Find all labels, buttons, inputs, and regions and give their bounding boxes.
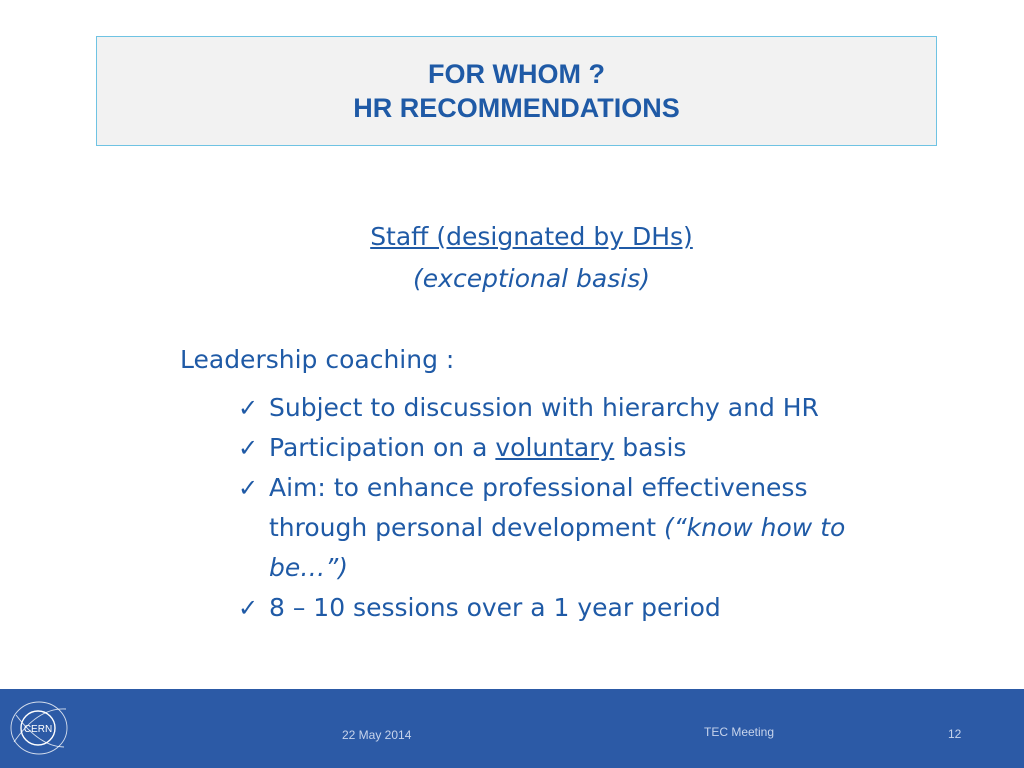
bullet-text-italic: (“know how to be…”)	[269, 513, 846, 582]
checkmark-icon: ✓	[238, 594, 259, 622]
staff-subtitle: Staff (designated by DHs)	[370, 222, 693, 251]
exceptional-basis-note: (exceptional basis)	[413, 264, 650, 293]
slide-title-line-2: HR RECOMMENDATIONS	[353, 93, 680, 123]
cern-logo-text: CERN	[23, 724, 53, 735]
bullet-text-before: Participation on a	[269, 433, 496, 462]
leadership-coaching-heading: Leadership coaching :	[180, 345, 455, 374]
bullet-text: Aim: to enhance professional effectiveness through personal development	[269, 473, 808, 542]
bullet-list	[238, 388, 898, 628]
checkmark-icon: ✓	[238, 394, 259, 422]
bullet-item	[238, 468, 898, 588]
checkmark-icon: ✓	[238, 434, 259, 462]
bullet-text: Subject to discussion with hierarchy and HR	[269, 393, 819, 422]
cern-logo-icon	[8, 697, 70, 759]
slide-footer	[0, 689, 1024, 768]
checkmark-icon: ✓	[238, 474, 259, 502]
bullet-text-after: basis	[614, 433, 687, 462]
slide-title-box	[96, 36, 937, 146]
bullet-text: 8 – 10 sessions over a 1 year period	[269, 593, 721, 622]
footer-date: 22 May 2014	[342, 728, 412, 742]
bullet-item	[238, 388, 898, 428]
bullet-item	[238, 428, 898, 468]
footer-page-number: 12	[948, 727, 962, 741]
bullet-item	[238, 588, 898, 628]
footer-meeting: TEC Meeting	[704, 725, 775, 739]
slide-title-line-1: FOR WHOM ?	[428, 59, 605, 89]
bullet-text-underlined: voluntary	[495, 433, 615, 462]
